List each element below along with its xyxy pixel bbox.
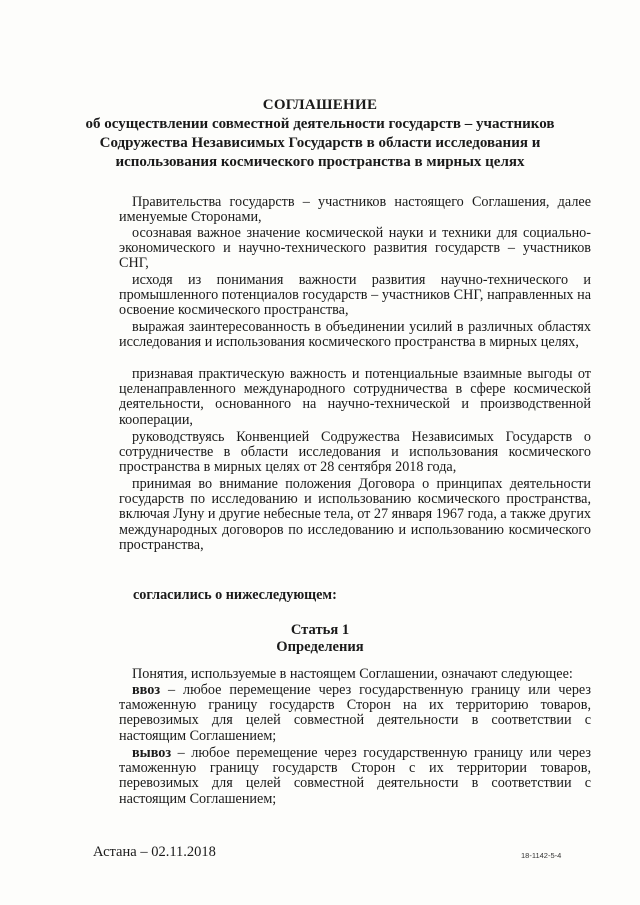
preamble-paragraph-convention: руководствуясь Конвенцией Содружества Независимых Государств о сотрудничестве в области исследования и использования космического пространства в мирных целях от 28 сентября 2018 года, — [119, 429, 591, 476]
preamble-paragraph-mutual-benefits: признавая практическую важность и потенциальные взаимные выгоды от целенаправленного международного сотрудничества в сфере космической деятельности, основанного на научно-технической и производственной кооперации, — [119, 366, 591, 428]
preamble-paragraph-potential: исходя из понимания важности развития научно-технического и промышленного потенциалов государств – участников СНГ, направленных на освоение космического пространства, — [119, 272, 591, 319]
definition-export — [119, 746, 591, 807]
agreed-statement: согласились о нижеследующем: — [133, 587, 337, 603]
term-export-definition: – любое перемещение через государственную границу или через таможенную границу государств Сторон с их территории товаров, перевозимых для целей совместной деятельности в соответствии с настоящим Соглашением; — [119, 745, 591, 807]
preamble-paragraph-space-science: осознавая важное значение космической науки и техники для социально-экономического и научно-технического развития государств – участников СНГ, — [119, 225, 591, 272]
document-title: СОГЛАШЕНИЕ — [262, 97, 378, 113]
article-intro: Понятия, используемые в настоящем Соглашении, означают следующее: — [132, 666, 573, 682]
definition-import — [119, 683, 591, 744]
article-heading: Определения — [276, 639, 364, 655]
document-subtitle-line-2: Содружества Независимых Государств в области исследования и — [99, 135, 541, 151]
document-subtitle-line-3: использования космического пространства в мирных целях — [115, 154, 525, 170]
footer-place-date: Астана – 02.11.2018 — [93, 844, 216, 860]
term-import-definition: – любое перемещение через государственную границу или через таможенную границу государств Сторон на их территорию товаров, перевозимых для целей совместной деятельности в соответствии с настоящим Соглашением; — [119, 682, 591, 744]
preamble-paragraph-cooperation-interest: выражая заинтересованность в объединении усилий в различных областях исследования и использования космического пространства в мирных целях, — [119, 319, 591, 351]
document-subtitle-line-1: об осуществлении совместной деятельности государств – участников — [85, 116, 555, 132]
term-export: вывоз — [132, 745, 172, 761]
footer-document-code: 18-1142-5-4 — [521, 851, 562, 860]
term-import: ввоз — [132, 682, 161, 698]
preamble-paragraph-parties: Правительства государств – участников настоящего Соглашения, далее именуемые Сторонами, — [119, 194, 591, 226]
article-number: Статья 1 — [290, 622, 350, 638]
preamble-paragraph-treaty: принимая во внимание положения Договора о принципах деятельности государств по исследованию и использованию космического пространства, включая Луну и другие небесные тела, от 27 января 1967 года, а также других международных договоров по исследованию и использованию космического пространства, — [119, 476, 592, 553]
